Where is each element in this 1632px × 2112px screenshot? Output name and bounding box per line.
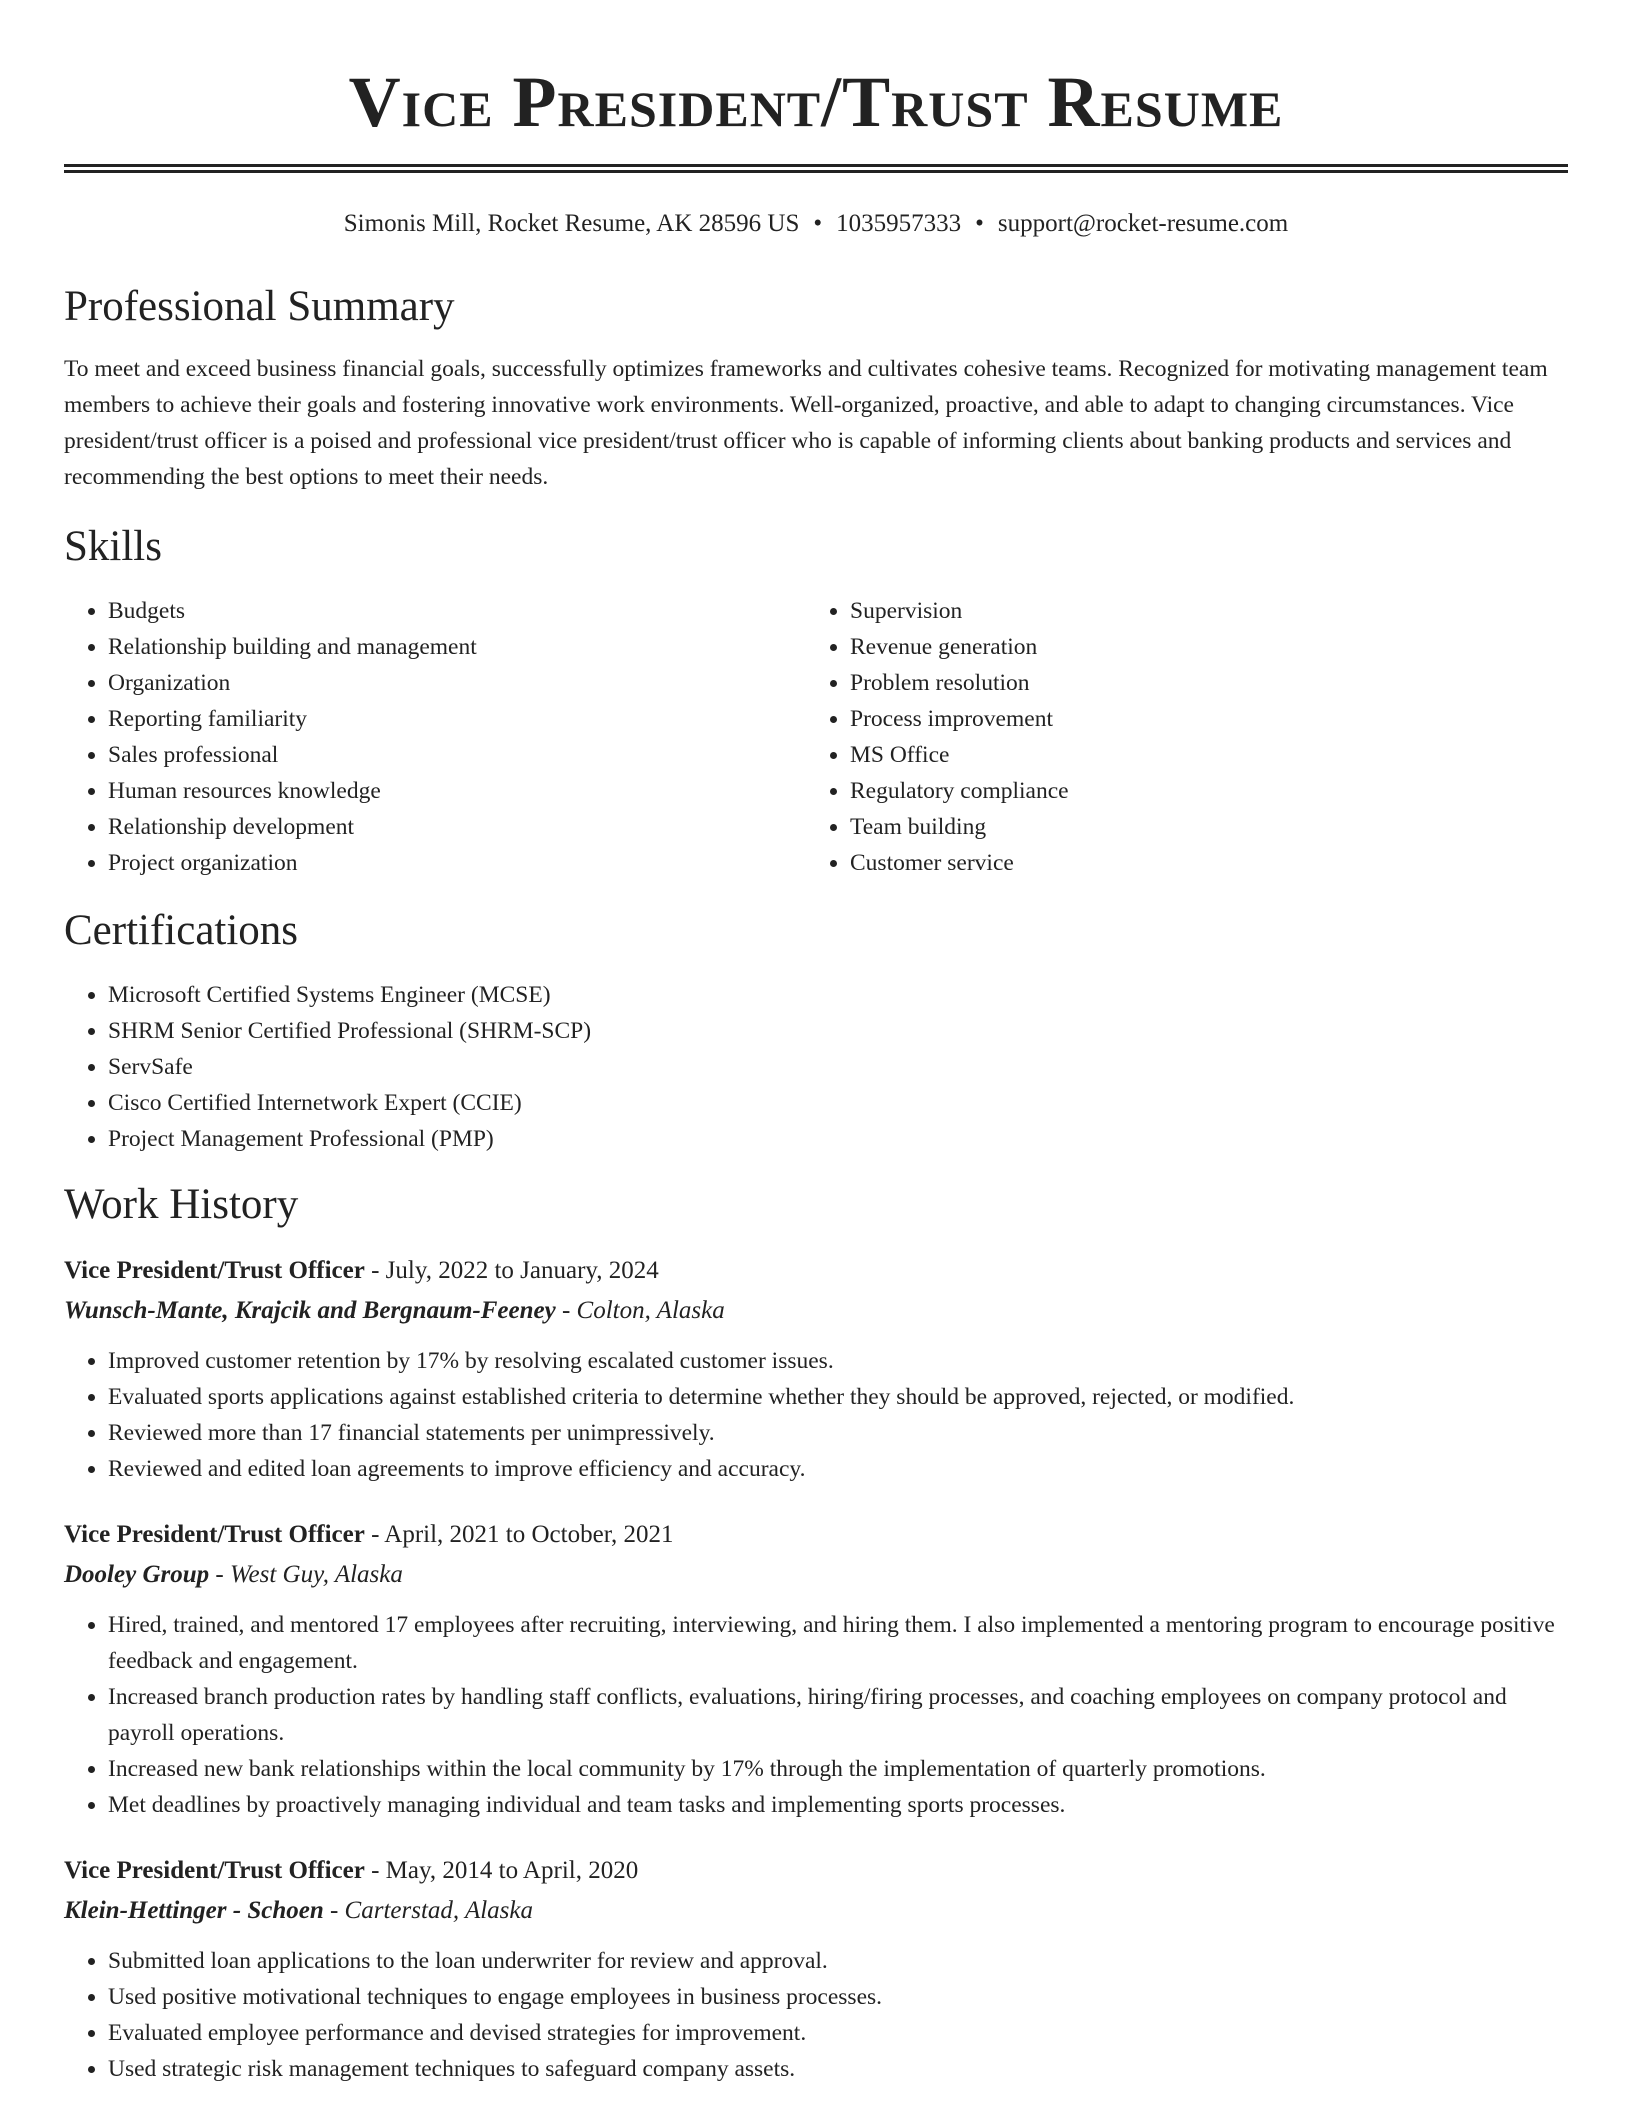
certification-item: • Project Management Professional (PMP) xyxy=(108,1121,1568,1157)
certification-item: • Microsoft Certified Systems Engineer (MCSE) xyxy=(108,977,1568,1013)
skill-item: • Sales professional xyxy=(108,737,806,773)
job-bullets xyxy=(64,1943,1568,2087)
job-company-line xyxy=(64,1291,1568,1331)
job-entry xyxy=(64,1851,1568,2087)
job-title: Vice President/Trust Officer xyxy=(64,1857,365,1884)
job-bullet: • Submitted loan applications to the loan underwriter for review and approval. xyxy=(108,1943,1568,1979)
job-bullet: • Evaluated sports applications against established criteria to determine whether they should be approved, rejected, or modified. xyxy=(108,1379,1568,1415)
contact-info xyxy=(64,207,1568,241)
contact-separator: • xyxy=(975,210,984,237)
job-entry xyxy=(64,1515,1568,1823)
certification-item: • ServSafe xyxy=(108,1049,1568,1085)
job-company-line xyxy=(64,1891,1568,1931)
contact-email: support@rocket-resume.com xyxy=(997,210,1289,237)
job-title-line xyxy=(64,1515,1568,1555)
skill-item: • Relationship development xyxy=(108,809,806,845)
skill-item: • Revenue generation xyxy=(850,629,1548,665)
skill-item: • Reporting familiarity xyxy=(108,701,806,737)
skills-left-list xyxy=(64,593,806,881)
job-bullets xyxy=(64,1343,1568,1487)
work-history-heading: Work History xyxy=(64,1181,299,1228)
certifications-heading: Certifications xyxy=(64,907,299,954)
skill-item: • MS Office xyxy=(850,737,1548,773)
skill-item: • Regulatory compliance xyxy=(850,773,1548,809)
job-dates: - April, 2021 to October, 2021 xyxy=(364,1521,674,1548)
skill-item: • Problem resolution xyxy=(850,665,1548,701)
job-location: - Colton, Alaska xyxy=(555,1297,725,1324)
job-bullet: • Increased new bank relationships within the local community by 17% through the implementation of quarterly promotions. xyxy=(108,1751,1568,1787)
summary-heading: Professional Summary xyxy=(64,283,455,330)
job-bullet: • Evaluated employee performance and devised strategies for improvement. xyxy=(108,2015,1568,2051)
resume-title: Vice President/Trust Resume xyxy=(348,62,1284,142)
certification-item: • SHRM Senior Certified Professional (SHRM-SCP) xyxy=(108,1013,1568,1049)
job-title: Vice President/Trust Officer xyxy=(64,1257,365,1284)
contact-address: Simonis Mill, Rocket Resume, AK 28596 US xyxy=(343,210,800,237)
contact-separator: • xyxy=(813,210,823,237)
job-location: - Carterstad, Alaska xyxy=(323,1897,533,1924)
skill-item: • Human resources knowledge xyxy=(108,773,806,809)
job-dates: - July, 2022 to January, 2024 xyxy=(364,1257,659,1284)
job-company: Klein-Hettinger - Schoen xyxy=(64,1897,324,1924)
job-bullets xyxy=(64,1607,1568,1823)
skill-item: • Relationship building and management xyxy=(108,629,806,665)
job-bullet: • Improved customer retention by 17% by resolving escalated customer issues. xyxy=(108,1343,1568,1379)
skill-item: • Organization xyxy=(108,665,806,701)
job-bullet: • Reviewed and edited loan agreements to improve efficiency and accuracy. xyxy=(108,1451,1568,1487)
skill-item: • Supervision xyxy=(850,593,1548,629)
job-bullet: • Used positive motivational techniques to engage employees in business processes. xyxy=(108,1979,1568,2015)
title-divider xyxy=(64,164,1568,173)
job-company: Wunsch-Mante, Krajcik and Bergnaum-Feeney xyxy=(64,1297,556,1324)
job-entry xyxy=(64,1251,1568,1487)
job-bullet: • Reviewed more than 17 financial statements per unimpressively. xyxy=(108,1415,1568,1451)
job-location: - West Guy, Alaska xyxy=(209,1561,403,1588)
skills-heading: Skills xyxy=(64,523,162,570)
job-title: Vice President/Trust Officer xyxy=(64,1521,365,1548)
skills-right-list xyxy=(806,593,1548,881)
summary-text: To meet and exceed business financial goals, successfully optimizes frameworks and cultivates cohesive teams. Recognized for motivating management team members to achieve their goals and fostering innovative work environments. Well-organized, proactive, and able to adapt to changing circumstances. Vice president/trust officer is a poised and professional vice president/trust officer who is capable of informing clients about banking products and services and recommending the best options to meet their needs. xyxy=(64,356,1548,490)
job-company: Dooley Group xyxy=(64,1561,210,1588)
skills-columns xyxy=(64,593,1568,881)
contact-phone: 1035957333 xyxy=(836,210,962,237)
job-company-line xyxy=(64,1555,1568,1595)
certification-item: • Cisco Certified Internetwork Expert (CCIE) xyxy=(108,1085,1568,1121)
skill-item: • Customer service xyxy=(850,845,1548,881)
job-bullet: • Met deadlines by proactively managing individual and team tasks and implementing sports processes. xyxy=(108,1787,1568,1823)
job-bullet: • Increased branch production rates by handling staff conflicts, evaluations, hiring/firing processes, and coaching employees on company protocol and payroll operations. xyxy=(108,1679,1568,1751)
job-bullet: • Used strategic risk management techniques to safeguard company assets. xyxy=(108,2051,1568,2087)
job-title-line xyxy=(64,1851,1568,1891)
job-bullet: • Hired, trained, and mentored 17 employees after recruiting, interviewing, and hiring them. I also implemented a mentoring program to encourage positive feedback and engagement. xyxy=(108,1607,1568,1679)
skill-item: • Budgets xyxy=(108,593,806,629)
job-title-line xyxy=(64,1251,1568,1291)
skill-item: • Project organization xyxy=(108,845,806,881)
skill-item: • Team building xyxy=(850,809,1548,845)
skill-item: • Process improvement xyxy=(850,701,1548,737)
job-dates: - May, 2014 to April, 2020 xyxy=(364,1857,639,1884)
certifications-list xyxy=(64,977,1568,1157)
